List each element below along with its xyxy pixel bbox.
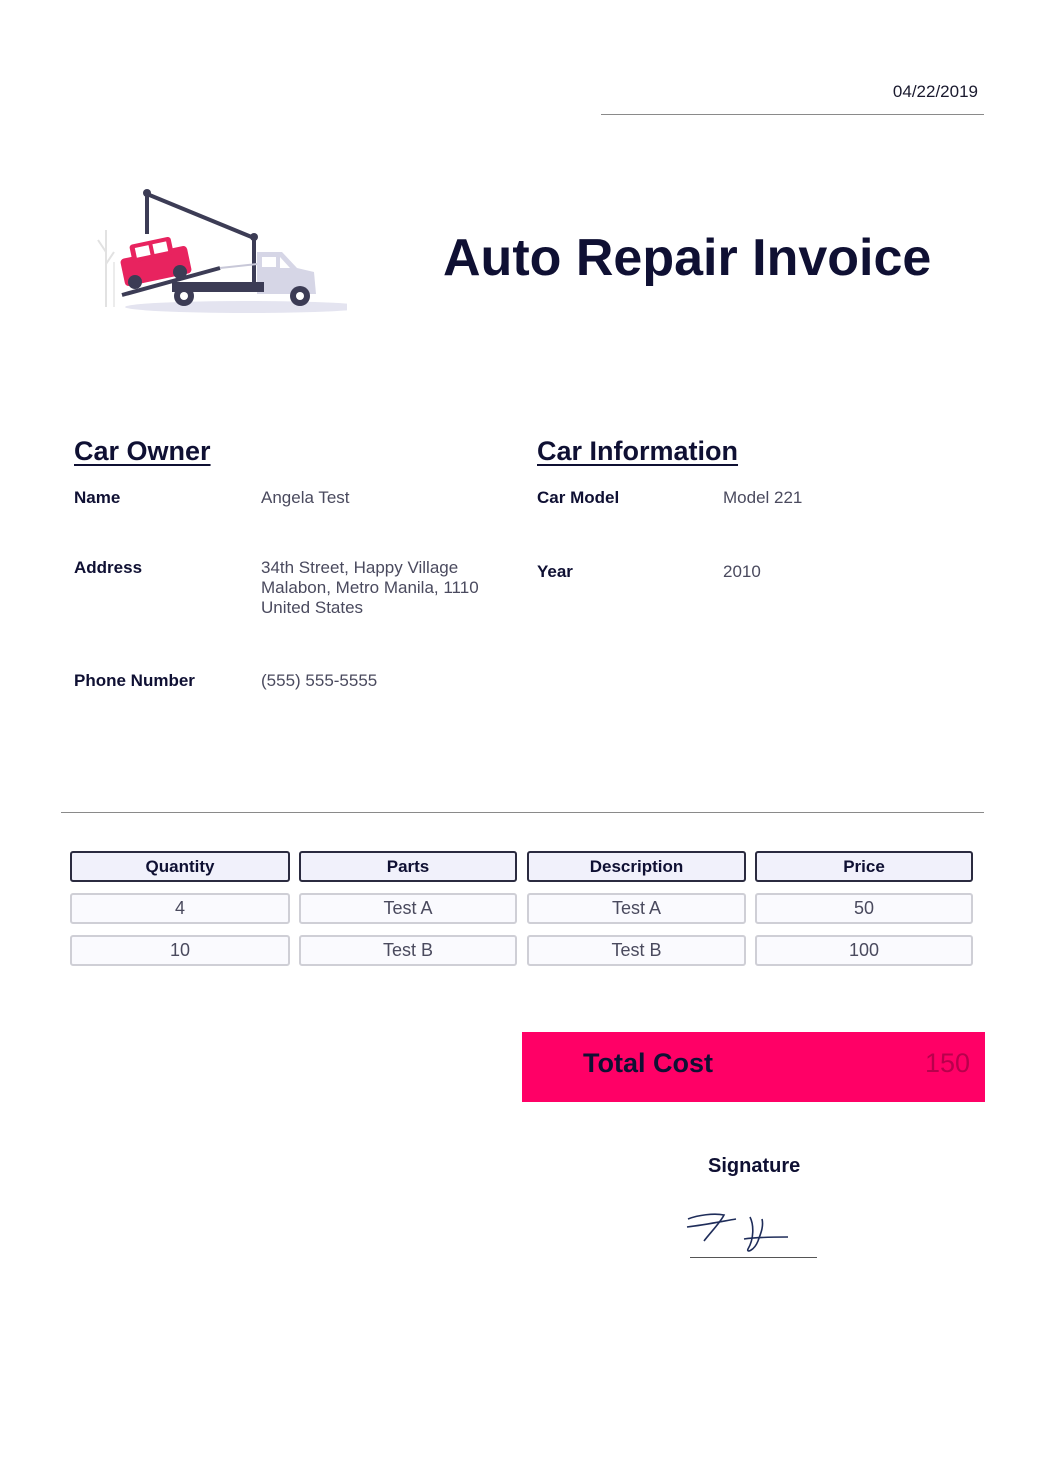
column-header-parts: Parts (299, 851, 517, 882)
signature-line (690, 1257, 817, 1258)
table-cell-quantity: 4 (70, 893, 290, 924)
column-header-price: Price (755, 851, 973, 882)
total-cost-label: Total Cost (583, 1048, 713, 1078)
invoice-title: Auto Repair Invoice (443, 229, 932, 287)
table-cell-quantity: 10 (70, 935, 290, 966)
column-header-description: Description (527, 851, 746, 882)
column-header-quantity: Quantity (70, 851, 290, 882)
table-cell-description: Test A (527, 893, 746, 924)
car-owner-heading: Car Owner (74, 436, 211, 466)
year-value: 2010 (723, 562, 761, 581)
tow-truck-icon (92, 182, 347, 322)
phone-value: (555) 555-5555 (261, 671, 378, 690)
table-cell-parts: Test A (299, 893, 517, 924)
address-value (261, 558, 479, 618)
total-cost-value: 150 (924, 1048, 970, 1078)
table-cell-price: 100 (755, 935, 973, 966)
table-cell-description: Test B (527, 935, 746, 966)
address-line: Malabon, Metro Manila, 1110 (261, 578, 479, 597)
signature-label: Signature (708, 1155, 801, 1177)
section-divider (61, 812, 984, 813)
table-cell-price: 50 (755, 893, 973, 924)
car-model-label: Car Model (537, 488, 620, 507)
address-label: Address (74, 558, 143, 577)
year-label: Year (537, 562, 573, 581)
car-model-value: Model 221 (723, 488, 803, 507)
invoice-date: 04/22/2019 (892, 82, 978, 101)
phone-label: Phone Number (74, 671, 195, 690)
address-line: 34th Street, Happy Village (261, 558, 459, 577)
car-information-heading: Car Information (537, 436, 739, 466)
name-value: Angela Test (261, 488, 350, 507)
signature-image (684, 1205, 794, 1257)
address-line: United States (261, 598, 364, 617)
table-cell-parts: Test B (299, 935, 517, 966)
date-underline (601, 114, 984, 115)
name-label: Name (74, 488, 121, 507)
total-cost-box (522, 1032, 985, 1102)
